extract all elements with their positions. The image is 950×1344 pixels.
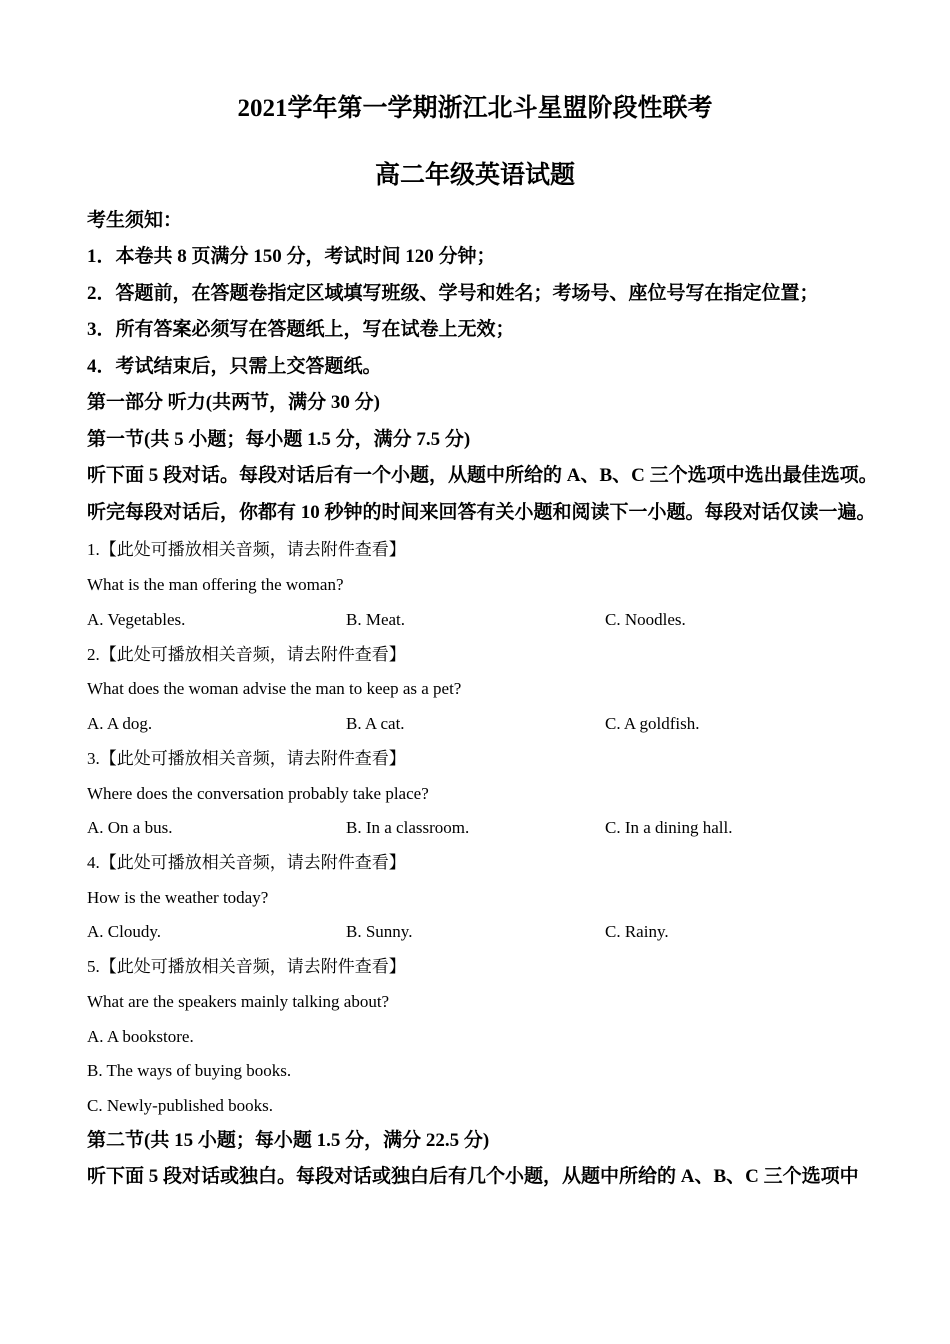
audio-placeholder-2[interactable]: 2.【此处可播放相关音频，请去附件查看】 (87, 645, 406, 664)
option-c: C. In a dining hall. (605, 818, 733, 837)
audio-placeholder-5[interactable]: 5.【此处可播放相关音频，请去附件查看】 (87, 957, 406, 976)
audio-placeholder-1[interactable]: 1.【此处可播放相关音频，请去附件查看】 (87, 540, 406, 559)
option-b: B. Meat. (346, 610, 406, 629)
notice-item: 2．答题前，在答题卷指定区域填写班级、学号和姓名；考场号、座位号写在指定位置； (87, 283, 819, 304)
question-4: How is the weather today? (87, 888, 269, 907)
option-c: C. Rainy. (605, 922, 669, 941)
notice-heading: 考生须知： (87, 210, 183, 231)
section2-heading: 第二节(共 15 小题；每小题 1.5 分，满分 22.5 分) (87, 1130, 490, 1151)
section2-instruction: 听下面 5 段对话或独白。每段对话或独白后有几个小题，从题中所给的 A、B、C 三个选项中 (87, 1166, 859, 1187)
audio-placeholder-4[interactable]: 4.【此处可播放相关音频，请去附件查看】 (87, 853, 406, 872)
question-2: What does the woman advise the man to keep as a pet? (87, 679, 462, 698)
question-3: Where does the conversation probably take place? (87, 784, 429, 803)
section1-heading: 第一节(共 5 小题；每小题 1.5 分，满分 7.5 分) (87, 429, 471, 450)
option-b: B. A cat. (346, 714, 405, 733)
section1-instruction: 听下面 5 段对话。每段对话后有一个小题，从题中所给的 A、B、C 三个选项中选出最佳选项。 (87, 465, 878, 486)
option-b: B. The ways of buying books. (87, 1061, 292, 1080)
option-b: B. In a classroom. (346, 818, 470, 837)
option-a: A. On a bus. (87, 818, 173, 837)
question-5: What are the speakers mainly talking about? (87, 992, 390, 1011)
option-a: A. A dog. (87, 714, 153, 733)
exam-title: 2021学年第一学期浙江北斗星盟阶段性联考 (237, 95, 713, 122)
option-a: A. A bookstore. (87, 1027, 194, 1046)
notice-item: 1．本卷共 8 页满分 150 分，考试时间 120 分钟； (87, 246, 496, 267)
option-b: B. Sunny. (346, 922, 413, 941)
option-c: C. Newly-published books. (87, 1096, 274, 1115)
option-a: A. Cloudy. (87, 922, 161, 941)
option-c: C. A goldfish. (605, 714, 700, 733)
notice-item: 4．考试结束后，只需上交答题纸。 (87, 356, 382, 377)
section1-instruction: 听完每段对话后，你都有 10 秒钟的时间来回答有关小题和阅读下一小题。每段对话仅读一遍。 (87, 502, 876, 523)
option-c: C. Noodles. (605, 610, 686, 629)
part1-heading: 第一部分 听力(共两节，满分 30 分) (87, 392, 380, 413)
exam-subtitle: 高二年级英语试题 (374, 162, 575, 189)
option-a: A. Vegetables. (87, 610, 186, 629)
audio-placeholder-3[interactable]: 3.【此处可播放相关音频，请去附件查看】 (87, 749, 406, 768)
question-1: What is the man offering the woman? (87, 575, 344, 594)
notice-item: 3．所有答案必须写在答题纸上，写在试卷上无效； (87, 319, 515, 340)
